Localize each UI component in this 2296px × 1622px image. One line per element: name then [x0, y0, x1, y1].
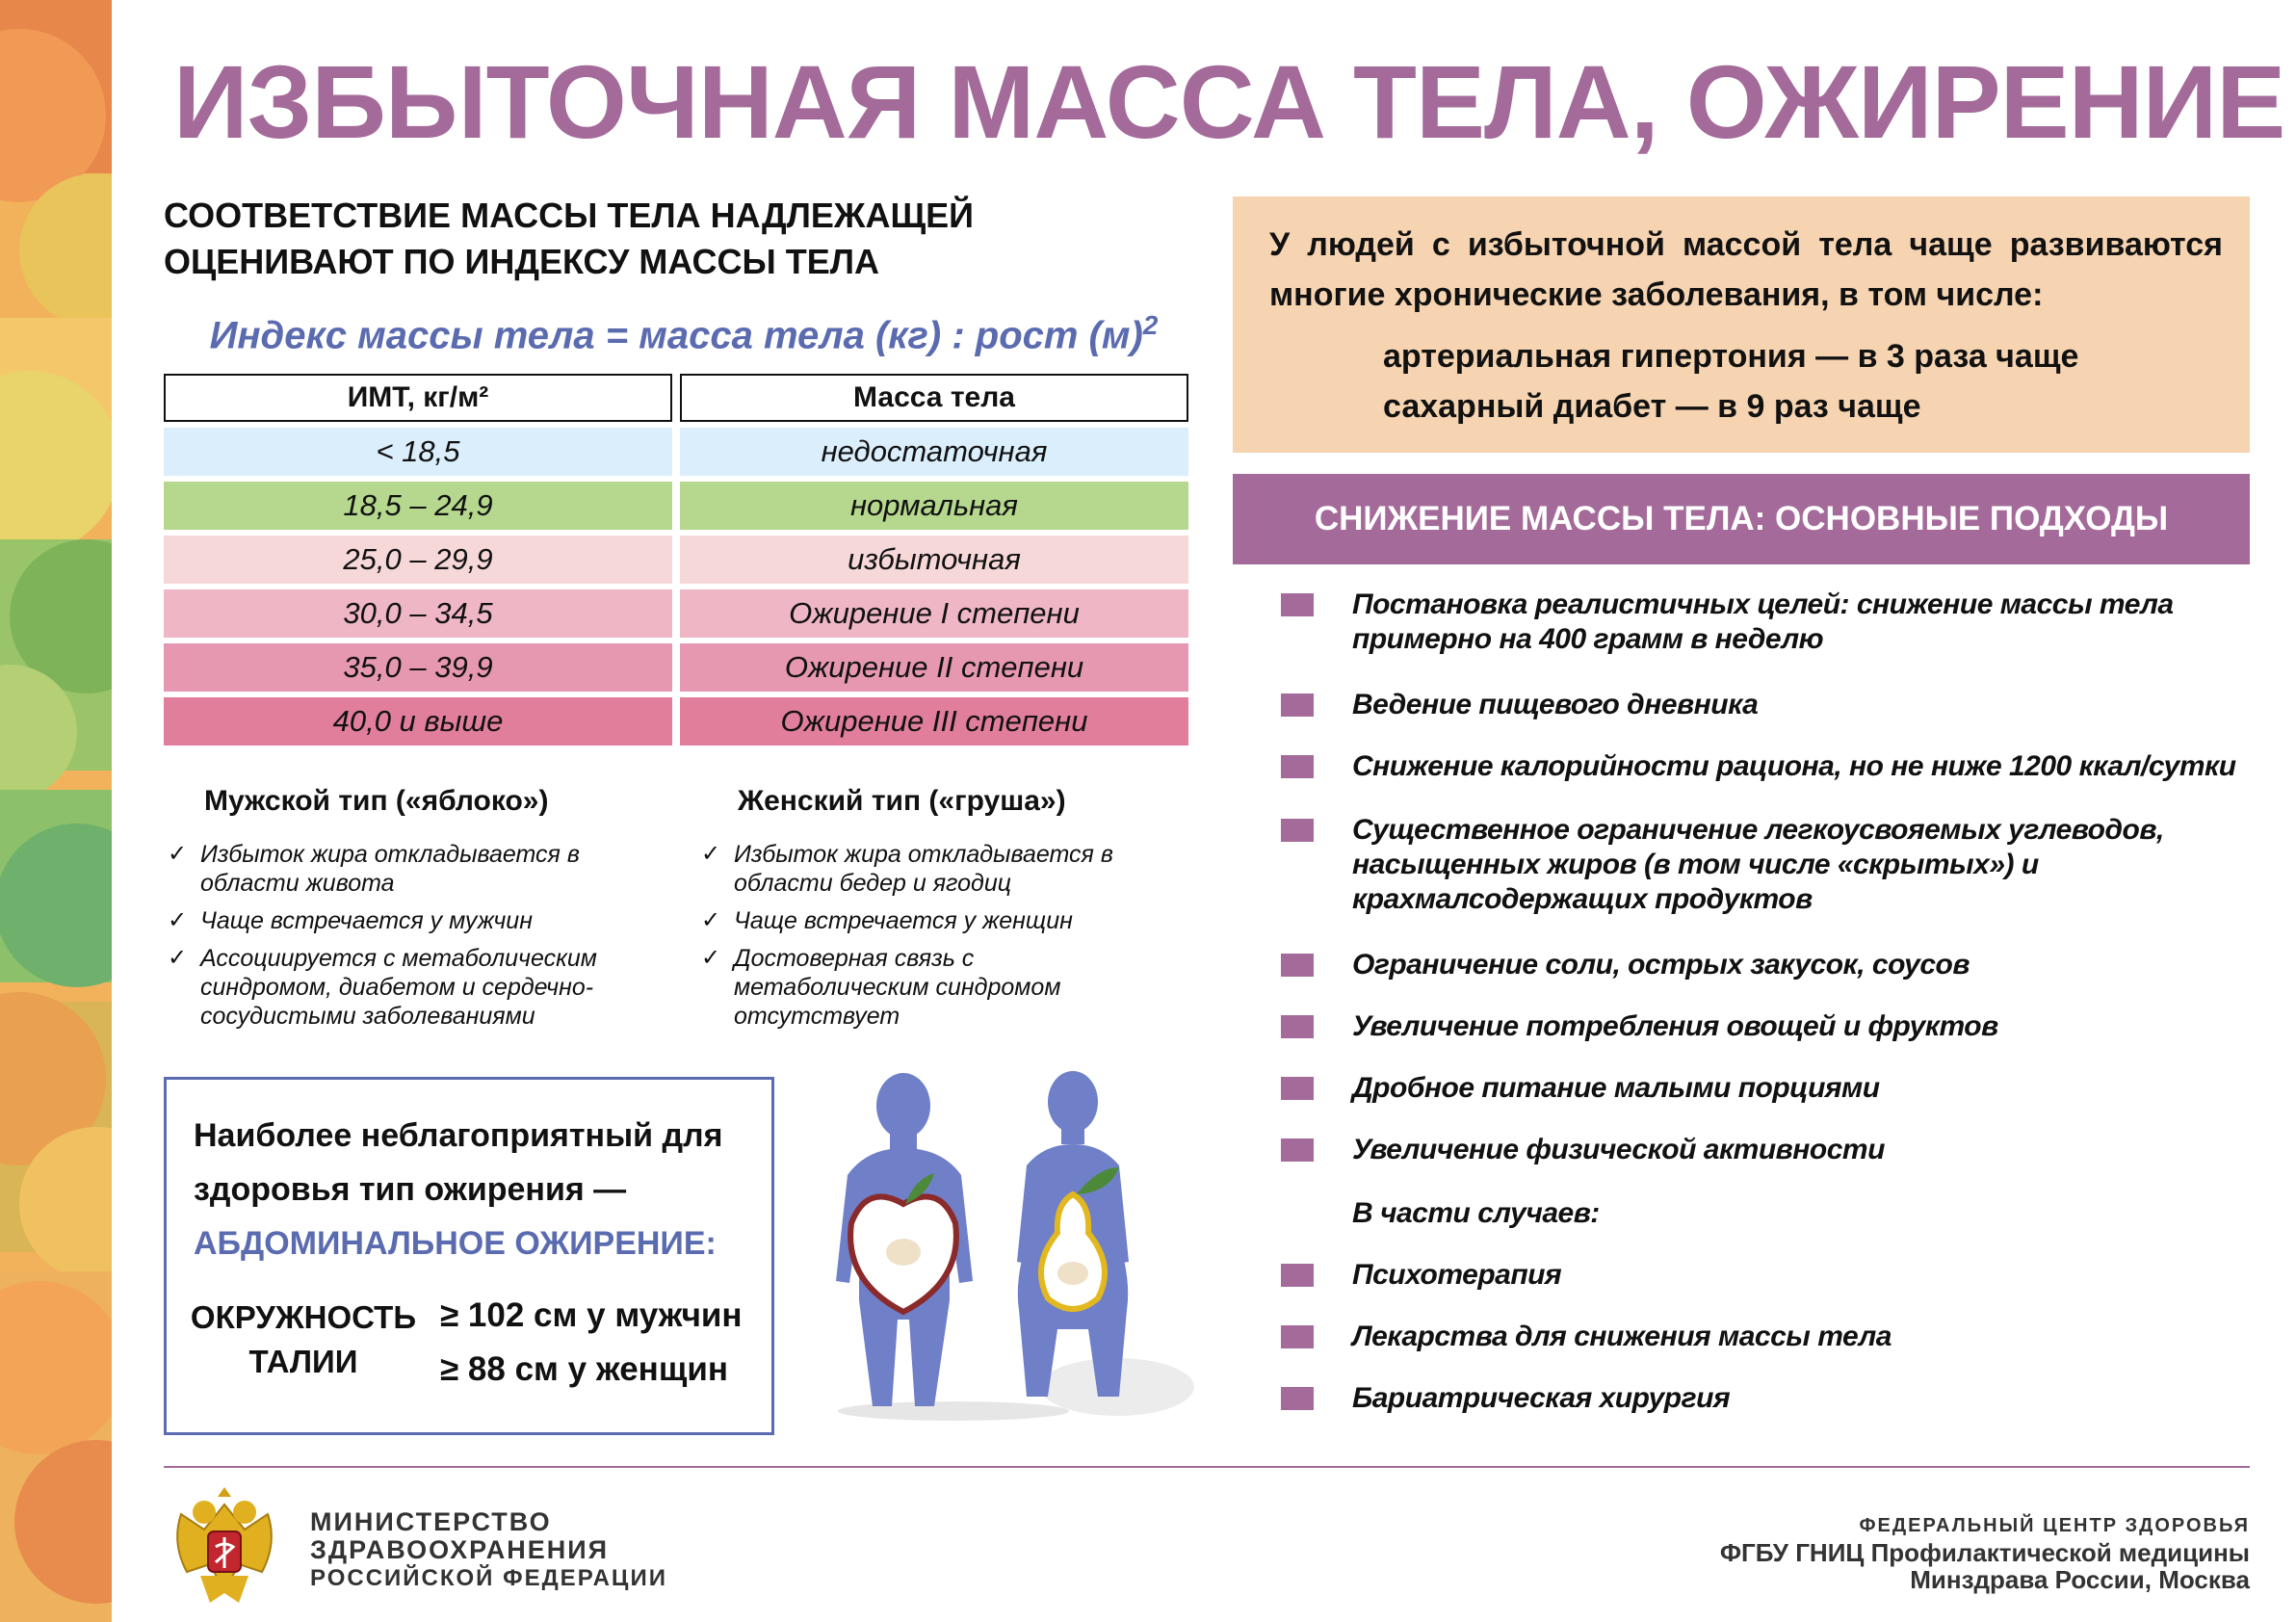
list-item: ✓ Ассоциируется с метаболическим синдромом, диабетом и сердечно-сосудистыми заболеваниями — [168, 945, 597, 1030]
bullet-icon — [1281, 1015, 1314, 1038]
column-header-mass: Масса тела — [680, 374, 1188, 422]
bullet-icon — [1281, 1077, 1314, 1100]
bullet-icon — [1281, 1264, 1314, 1287]
bullet-icon — [1281, 954, 1314, 977]
risk-intro: У людей с избыточной массой тела чаще развиваются многие хронические заболевания, в том числе: — [1269, 226, 2223, 313]
check-icon: ✓ — [701, 945, 721, 971]
female-type-list — [697, 840, 1136, 1039]
bmi-cell: 30,0 – 34,5 — [164, 589, 672, 638]
check-icon: ✓ — [701, 841, 721, 867]
mass-cell: недостаточная — [680, 428, 1188, 476]
risk-diabetes: сахарный диабет — в 9 раз чаще — [1383, 388, 1921, 425]
bullet-icon — [1281, 1325, 1314, 1348]
mass-cell: Ожирение II степени — [680, 643, 1188, 692]
female-type-title: Женский тип («груша») — [738, 785, 1066, 817]
bmi-cell: < 18,5 — [164, 428, 672, 476]
mass-cell: Ожирение I степени — [680, 589, 1188, 638]
check-icon: ✓ — [168, 841, 188, 867]
bmi-formula — [164, 301, 1204, 360]
waist-men-threshold: ≥ 102 см у мужчин — [440, 1296, 743, 1334]
bullet-icon — [1281, 819, 1314, 842]
table-row — [164, 697, 1188, 746]
table-row — [164, 482, 1188, 530]
decorative-side-pattern — [0, 0, 112, 1622]
waist-women-threshold: ≥ 88 см у женщин — [440, 1350, 729, 1388]
footer-divider — [164, 1466, 2250, 1468]
female-type-block — [738, 782, 1190, 821]
bmi-table — [164, 374, 1188, 751]
risk-hypertension: артериальная гипертония — в 3 раза чаще — [1383, 338, 2079, 375]
mass-cell: избыточная — [680, 536, 1188, 584]
table-row — [164, 536, 1188, 584]
ministry-name: МИНИСТЕРСТВО ЗДРАВООХРАНЕНИЯ РОССИЙСКОЙ ФЕДЕРАЦИИ — [310, 1507, 667, 1591]
bmi-cell: 25,0 – 29,9 — [164, 536, 672, 584]
male-type-block — [204, 782, 705, 821]
male-type-list — [164, 840, 665, 1039]
bullet-icon — [1281, 693, 1314, 717]
list-item: ✓ Избыток жира откладывается в области живота — [168, 841, 580, 897]
list-item: ✓ Достоверная связь с метаболическим синдромом отсутствует — [701, 945, 1061, 1030]
bullet-icon — [1281, 1138, 1314, 1162]
list-item: ✓ Чаще встречается у мужчин — [168, 907, 533, 934]
table-row — [164, 428, 1188, 476]
bmi-cell: 35,0 – 39,9 — [164, 643, 672, 692]
bmi-cell: 40,0 и выше — [164, 697, 672, 746]
abdominal-obesity-box — [164, 1077, 774, 1435]
abdominal-emphasis: АБДОМИНАЛЬНОЕ ОЖИРЕНИЕ: — [194, 1225, 717, 1262]
check-icon: ✓ — [168, 945, 188, 971]
body-types-illustration — [809, 1060, 1194, 1426]
coat-of-arms-icon — [162, 1476, 287, 1610]
page-title: ИЗБЫТОЧНАЯ МАССА ТЕЛА, ОЖИРЕНИЕ — [173, 43, 2285, 160]
bullet-icon — [1281, 593, 1314, 616]
abdominal-text: Наиболее неблагоприятный для здоровья тип ожирения — АБДОМИНАЛЬНОЕ ОЖИРЕНИЕ: — [194, 1117, 723, 1262]
table-header-row — [164, 374, 1188, 422]
mass-cell: нормальная — [680, 482, 1188, 530]
approaches-header: СНИЖЕНИЕ МАССЫ ТЕЛА: ОСНОВНЫЕ ПОДХОДЫ — [1233, 474, 2250, 564]
chronic-disease-risk-box — [1233, 196, 2250, 453]
intro-text: СООТВЕТСТВИЕ МАССЫ ТЕЛА НАДЛЕЖАЩЕЙ ОЦЕНИВАЮТ ПО ИНДЕКСУ МАССЫ ТЕЛА — [164, 196, 975, 281]
bullet-icon — [1281, 1387, 1314, 1410]
formula-exponent: 2 — [1142, 310, 1159, 340]
federal-center-name: ФЕДЕРАЛЬНЫЙ ЦЕНТР ЗДОРОВЬЯ ФГБУ ГНИЦ Профилактической медицины Минздрава России, Москва — [1719, 1515, 2250, 1594]
male-type-title: Мужской тип («яблоко») — [204, 785, 549, 817]
list-item: ✓ Чаще встречается у женщин — [701, 907, 1073, 934]
bullet-icon — [1281, 755, 1314, 778]
formula-text: Индекс массы тела = масса тела (кг) : рост (м) — [209, 314, 1143, 357]
check-icon: ✓ — [701, 907, 721, 933]
column-header-bmi: ИМТ, кг/м² — [164, 374, 672, 422]
check-icon: ✓ — [168, 907, 188, 933]
table-row — [164, 589, 1188, 638]
table-row — [164, 643, 1188, 692]
waist-label: ОКРУЖНОСТЬ ТАЛИИ — [190, 1299, 417, 1379]
mass-cell: Ожирение III степени — [680, 697, 1188, 746]
bmi-cell: 18,5 – 24,9 — [164, 482, 672, 530]
list-item: ✓ Избыток жира откладывается в области бедер и ягодиц — [701, 841, 1113, 897]
